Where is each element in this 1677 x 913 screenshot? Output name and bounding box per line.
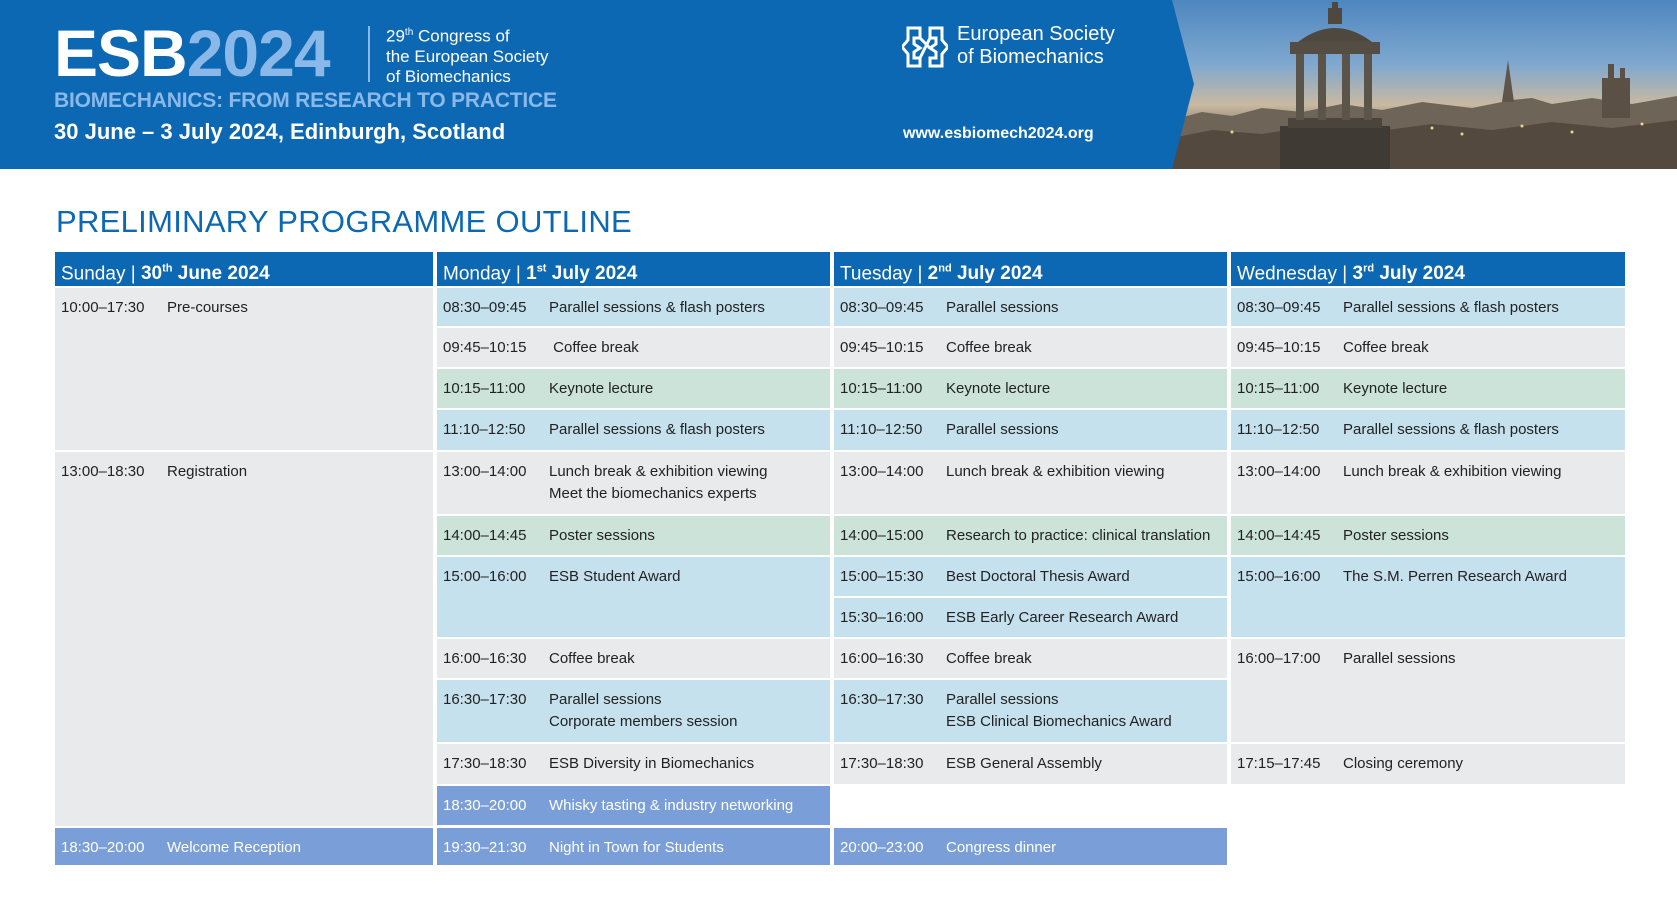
session-cell	[1231, 557, 1625, 637]
edinburgh-skyline-image	[1172, 0, 1677, 169]
session-event: Parallel sessions & flash posters	[549, 299, 765, 316]
session-time: 16:30–17:30	[840, 691, 924, 708]
session-time: 18:30–20:00	[443, 797, 527, 814]
session-cell	[437, 744, 830, 784]
session-cell	[1231, 744, 1625, 784]
session-event: Lunch break & exhibition viewing Meet the biomechanics experts	[549, 463, 768, 502]
congress-text: 29th Congress of the European Society of Biomechanics	[386, 26, 549, 86]
society-name: European Society of Biomechanics	[957, 23, 1115, 68]
session-time: 08:30–09:45	[443, 299, 527, 316]
session-cell	[834, 744, 1227, 784]
session-time: 09:45–10:15	[443, 339, 527, 356]
tagline: BIOMECHANICS: FROM RESEARCH TO PRACTICE	[54, 89, 557, 112]
session-event: Parallel sessions & flash posters	[549, 421, 765, 438]
society-logo-icon	[902, 24, 948, 70]
session-event: Parallel sessions & flash posters	[1343, 299, 1559, 316]
session-cell	[1231, 516, 1625, 555]
session-time: 19:30–21:30	[443, 839, 527, 856]
session-time: 08:30–09:45	[1237, 299, 1321, 316]
session-event: Coffee break	[549, 650, 635, 667]
session-cell	[834, 288, 1227, 326]
session-time: 13:00–14:00	[1237, 463, 1321, 480]
session-cell	[437, 328, 830, 367]
session-time: 13:00–18:30	[61, 463, 145, 480]
day-column-sunday	[55, 252, 433, 865]
session-time: 15:00–15:30	[840, 568, 924, 585]
session-time: 09:45–10:15	[840, 339, 924, 356]
session-event: Parallel sessions & flash posters	[1343, 421, 1559, 438]
session-cell	[55, 828, 433, 865]
session-event: Parallel sessions	[1343, 650, 1456, 667]
session-time: 17:30–18:30	[443, 755, 527, 772]
session-event: Keynote lecture	[946, 380, 1051, 397]
esb-logo: ESB2024	[54, 16, 330, 90]
session-event: ESB Early Career Research Award	[946, 609, 1179, 626]
day-header: Monday | 1st July 2024	[437, 252, 830, 286]
session-cell	[1231, 288, 1625, 326]
session-event: Congress dinner	[946, 839, 1057, 856]
session-time: 18:30–20:00	[61, 839, 145, 856]
session-event: Parallel sessions	[946, 421, 1059, 438]
session-cell	[437, 288, 830, 326]
session-time: 13:00–14:00	[840, 463, 924, 480]
session-time: 10:15–11:00	[1237, 380, 1320, 397]
session-cell	[437, 680, 830, 742]
session-event: Poster sessions	[549, 527, 655, 544]
session-cell	[437, 786, 830, 825]
session-time: 17:30–18:30	[840, 755, 924, 772]
session-event: Keynote lecture	[1343, 380, 1448, 397]
session-time: 15:30–16:00	[840, 609, 924, 626]
session-event: Research to practice: clinical translation	[946, 527, 1211, 544]
session-cell	[1231, 369, 1625, 408]
page-title: PRELIMINARY PROGRAMME OUTLINE	[56, 204, 632, 239]
session-time: 10:15–11:00	[443, 380, 526, 397]
session-event: Closing ceremony	[1343, 755, 1464, 772]
session-cell	[1231, 410, 1625, 450]
session-cell	[55, 288, 433, 450]
session-cell	[834, 328, 1227, 367]
session-cell	[834, 557, 1227, 596]
session-time: 10:00–17:30	[61, 299, 145, 316]
session-event: Lunch break & exhibition viewing	[946, 463, 1165, 480]
banner-notch	[1172, 0, 1194, 169]
session-cell	[834, 452, 1227, 514]
session-cell	[55, 452, 433, 826]
session-time: 10:15–11:00	[840, 380, 923, 397]
session-event: Whisky tasting & industry networking	[549, 797, 794, 814]
session-cell	[834, 639, 1227, 678]
session-time: 08:30–09:45	[840, 299, 924, 316]
day-header: Wednesday | 3rd July 2024	[1231, 252, 1625, 286]
session-time: 16:00–16:30	[443, 650, 527, 667]
session-event: ESB Student Award	[549, 568, 681, 585]
session-event: Parallel sessions Corporate members session	[549, 691, 738, 730]
session-event: Poster sessions	[1343, 527, 1449, 544]
session-time: 14:00–14:45	[443, 527, 527, 544]
session-time: 15:00–16:00	[443, 568, 527, 585]
session-cell	[437, 410, 830, 450]
session-event: ESB Diversity in Biomechanics	[549, 755, 755, 772]
day-column-monday	[437, 252, 830, 865]
session-cell	[834, 680, 1227, 742]
session-cell	[437, 557, 830, 637]
session-cell	[437, 639, 830, 678]
session-time: 16:00–17:00	[1237, 650, 1321, 667]
session-cell	[1231, 639, 1625, 742]
session-cell	[834, 516, 1227, 555]
session-time: 15:00–16:00	[1237, 568, 1321, 585]
session-event: Parallel sessions	[946, 299, 1059, 316]
session-cell	[1231, 452, 1625, 514]
day-column-tuesday	[834, 252, 1227, 865]
session-time: 14:00–15:00	[840, 527, 924, 544]
session-cell	[834, 598, 1227, 637]
session-event: Night in Town for Students	[549, 839, 724, 856]
website-link[interactable]: www.esbiomech2024.org	[903, 125, 1094, 142]
session-cell	[834, 369, 1227, 408]
session-event: Lunch break & exhibition viewing	[1343, 463, 1562, 480]
day-header: Sunday | 30th June 2024	[55, 252, 433, 286]
day-header: Tuesday | 2nd July 2024	[834, 252, 1227, 286]
session-event: Registration	[167, 463, 248, 480]
session-cell	[1231, 328, 1625, 367]
session-time: 11:10–12:50	[443, 421, 526, 438]
session-cell	[834, 410, 1227, 450]
day-column-wednesday	[1231, 252, 1625, 865]
session-time: 09:45–10:15	[1237, 339, 1321, 356]
session-time: 13:00–14:00	[443, 463, 527, 480]
session-event: Coffee break	[549, 339, 639, 356]
session-cell	[834, 828, 1227, 865]
session-event: Coffee break	[946, 650, 1032, 667]
session-cell	[437, 828, 830, 865]
session-cell	[437, 369, 830, 408]
session-event: Welcome Reception	[167, 839, 301, 856]
session-event: Best Doctoral Thesis Award	[946, 568, 1130, 585]
session-time: 16:30–17:30	[443, 691, 527, 708]
session-cell	[437, 452, 830, 514]
session-time: 14:00–14:45	[1237, 527, 1321, 544]
session-event: Coffee break	[1343, 339, 1429, 356]
session-event: Keynote lecture	[549, 380, 654, 397]
edinburgh-photo	[1172, 0, 1677, 169]
session-time: 20:00–23:00	[840, 839, 924, 856]
event-dates: 30 June – 3 July 2024, Edinburgh, Scotland	[54, 119, 506, 144]
session-cell	[437, 516, 830, 555]
logo-divider	[368, 26, 370, 82]
session-event: Parallel sessions ESB Clinical Biomechanics Award	[946, 691, 1172, 730]
session-event: The S.M. Perren Research Award	[1343, 568, 1567, 585]
session-time: 16:00–16:30	[840, 650, 924, 667]
session-event: Pre-courses	[167, 299, 248, 316]
session-time: 11:10–12:50	[840, 421, 923, 438]
session-time: 11:10–12:50	[1237, 421, 1320, 438]
session-time: 17:15–17:45	[1237, 755, 1321, 772]
session-event: ESB General Assembly	[946, 755, 1102, 772]
session-event: Coffee break	[946, 339, 1032, 356]
